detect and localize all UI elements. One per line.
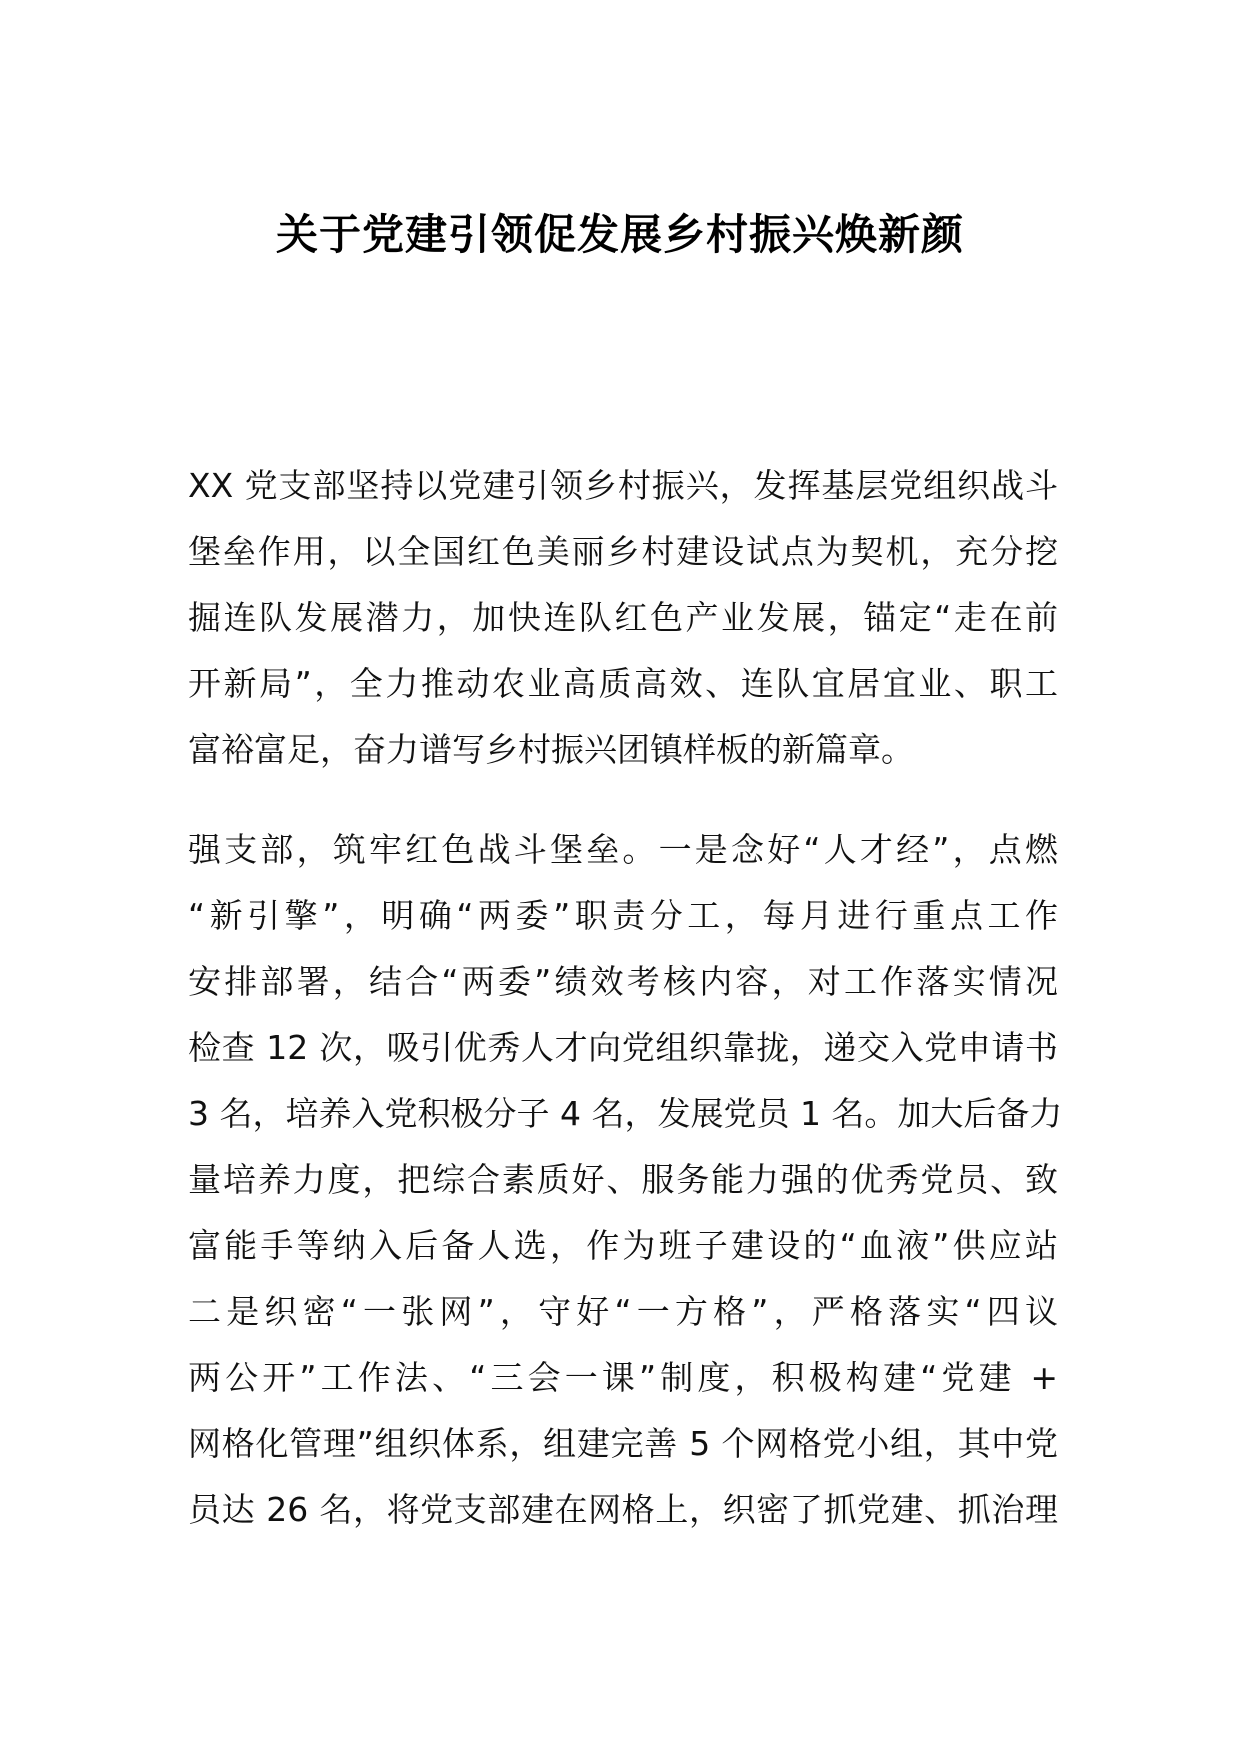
- paragraph-strengthen-branch: [188, 817, 1063, 1543]
- text-line: 强支部，筑牢红色战斗堡垒。一是念好“人才经”，点燃: [188, 830, 1058, 869]
- text-line: 员达 26 名，将党支部建在网格上，织密了抓党建、抓治理: [188, 1490, 1058, 1529]
- text-line: 量培养力度，把综合素质好、服务能力强的优秀党员、致: [188, 1160, 1058, 1199]
- text-line: “新引擎”，明确“两委”职责分工，每月进行重点工作: [188, 896, 1058, 935]
- text-line: 富能手等纳入后备人选，作为班子建设的“血液”供应站: [188, 1226, 1058, 1265]
- paragraph-intro: [188, 453, 1058, 783]
- text-line: 检查 12 次，吸引优秀人才向党组织靠拢，递交入党申请书: [188, 1028, 1058, 1067]
- text-line: 掘连队发展潜力，加快连队红色产业发展，锚定“走在前: [188, 598, 1058, 637]
- text-line: 堡垒作用，以全国红色美丽乡村建设试点为契机，充分挖: [188, 532, 1058, 571]
- text-line: 二是织密“一张网”，守好“一方格”，严格落实“四议: [188, 1292, 1058, 1331]
- text-line: 富裕富足，奋力谱写乡村振兴团镇样板的新篇章。: [188, 730, 914, 769]
- text-line: 网格化管理”组织体系，组建完善 5 个网格党小组，其中党: [188, 1424, 1058, 1463]
- document-title: 关于党建引领促发展乡村振兴焕新颜: [275, 210, 964, 259]
- text-line: 3 名，培养入党积极分子 4 名，发展党员 1 名。加大后备力: [188, 1094, 1063, 1133]
- text-line: 开新局”，全力推动农业高质高效、连队宜居宜业、职工: [188, 664, 1058, 703]
- text-line: XX 党支部坚持以党建引领乡村振兴，发挥基层党组织战斗: [188, 466, 1058, 505]
- text-line: 安排部署，结合“两委”绩效考核内容，对工作落实情况: [188, 962, 1058, 1001]
- text-line: 两公开”工作法、“三会一课”制度，积极构建“党建 +: [188, 1358, 1058, 1397]
